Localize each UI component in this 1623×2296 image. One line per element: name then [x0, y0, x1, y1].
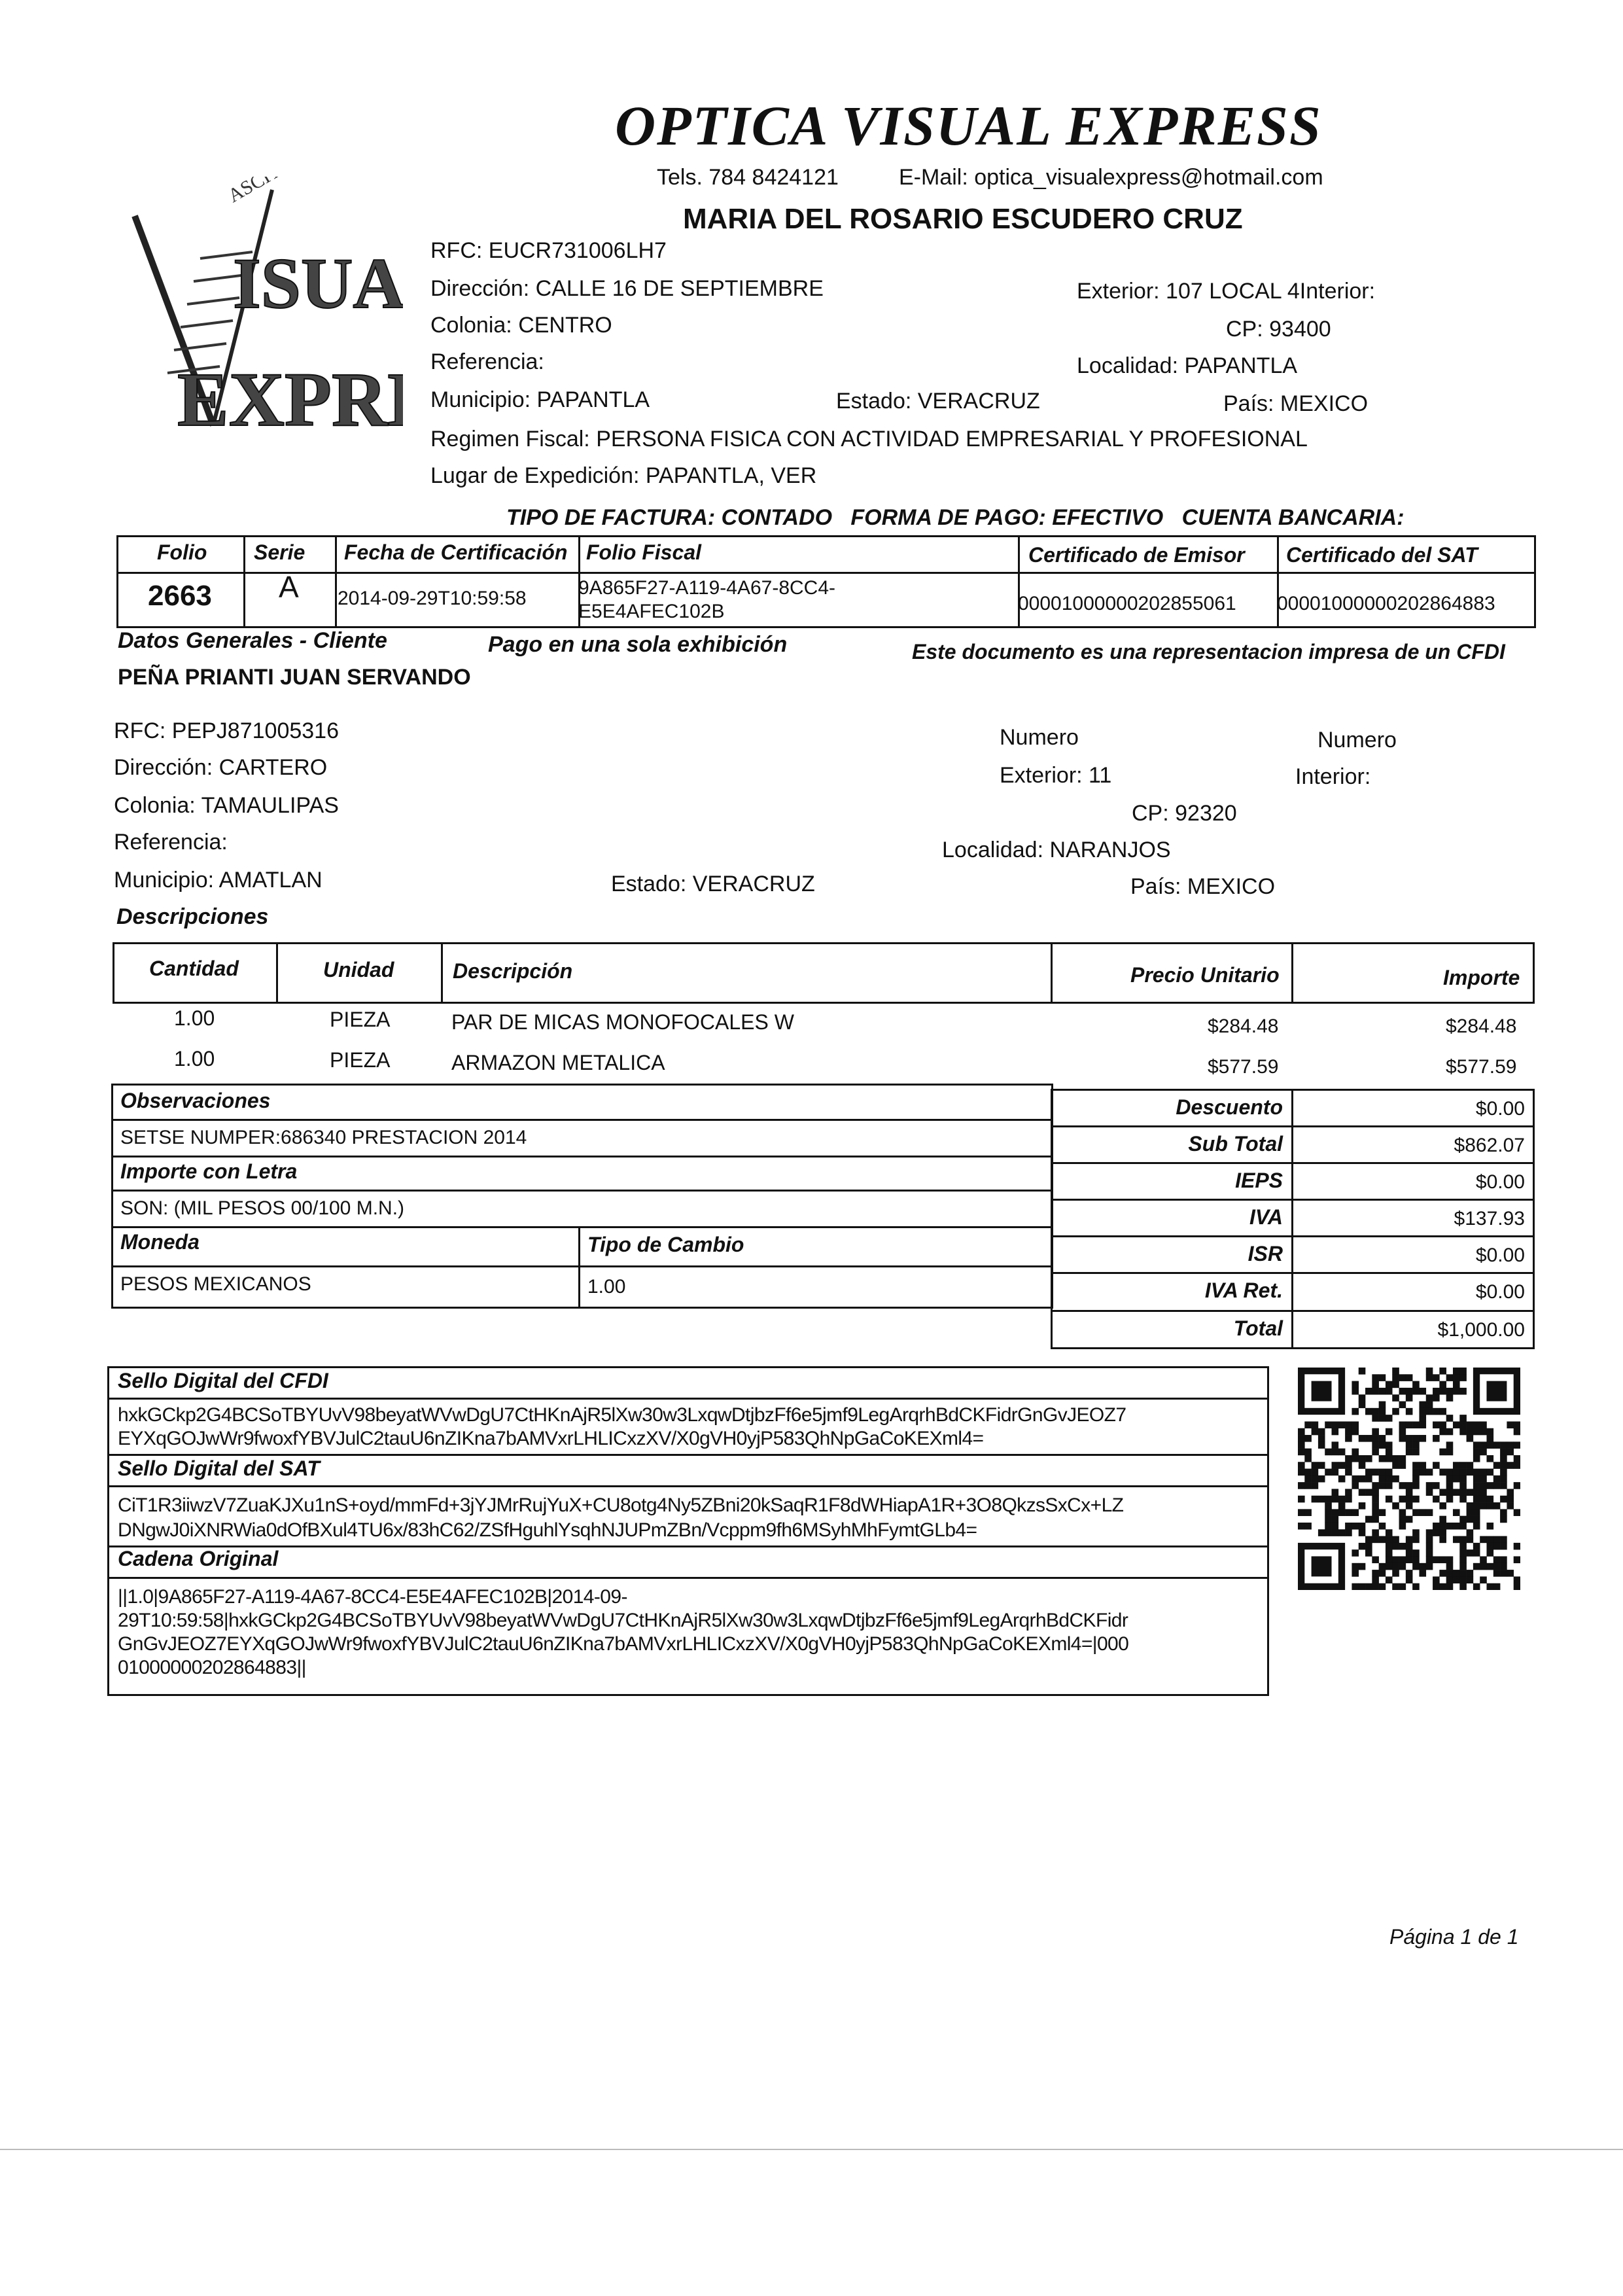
sello-cfdi-line2: EYXqGOJwWr9fwoxfYBVJulC2tauU6nZIKna7bAMVxrLHLICxzXV/X0gVH0yjP583QhNpGaCoKEXml4=	[118, 1428, 984, 1449]
header-fecha-certificacion: Fecha de Certificación	[344, 540, 568, 564]
issuer-owner-name: MARIA DEL ROSARIO ESCUDERO CRUZ	[683, 203, 1243, 235]
total-value-total: $1,000.00	[1437, 1319, 1525, 1341]
client-numero-ext-label: Numero	[1000, 725, 1079, 750]
client-interior: Interior:	[1295, 764, 1371, 789]
client-name: PEÑA PRIANTI JUAN SERVANDO	[118, 665, 471, 690]
pago-label: Pago en una sola exhibición	[488, 632, 788, 657]
client-pais: País: MEXICO	[1130, 874, 1276, 899]
folio-fiscal-line1: 9A865F27-A119-4A67-8CC4-	[578, 577, 836, 599]
client-rfc: RFC: PEPJ871005316	[114, 718, 339, 743]
logo-word-isual: ISUA	[233, 243, 403, 323]
total-label-iva-ret: IVA Ret.	[1204, 1279, 1283, 1302]
logo-word-express: EXPR	[177, 357, 388, 442]
header-cert-sat: Certificado del SAT	[1286, 543, 1478, 567]
total-value-subtotal: $862.07	[1454, 1135, 1525, 1156]
cert-emisor-value: 00001000000202855061	[1018, 593, 1236, 614]
cadena-original-label: Cadena Original	[118, 1547, 279, 1570]
total-label-descuento: Descuento	[1176, 1095, 1283, 1119]
logo-top-text: ASCITPO	[224, 177, 306, 207]
tipo-cambio-value: 1.00	[587, 1276, 626, 1298]
qr-code-graphic	[1298, 1368, 1520, 1590]
client-municipio: Municipio: AMATLAN	[114, 868, 323, 892]
header-cert-emisor: Certificado de Emisor	[1028, 543, 1245, 567]
items-header-cantidad: Cantidad	[149, 957, 239, 980]
moneda-label: Moneda	[120, 1230, 200, 1254]
item-cantidad: 1.00	[174, 1047, 215, 1070]
serie-value: A	[279, 570, 299, 604]
total-label-subtotal: Sub Total	[1188, 1132, 1283, 1156]
client-numero-int-label: Numero	[1318, 728, 1397, 752]
item-importe: $577.59	[1446, 1056, 1517, 1078]
sello-cfdi-label: Sello Digital del CFDI	[118, 1369, 328, 1392]
issuer-colonia: Colonia: CENTRO	[430, 313, 612, 338]
client-referencia: Referencia:	[114, 830, 228, 855]
sello-sat-line1: CiT1R3iiwzV7ZuaKJXu1nS+oyd/mmFd+3jYJMrRujYuX+CU8otg4Ny5ZBni20kSaqR1F8dWHiapA1R+3O8QkzsSxCx+LZ	[118, 1494, 1124, 1516]
total-label-ieps: IEPS	[1235, 1169, 1283, 1192]
total-value-iva-ret: $0.00	[1475, 1281, 1525, 1303]
total-value-ieps: $0.00	[1475, 1171, 1525, 1193]
issuer-referencia: Referencia:	[430, 349, 544, 374]
issuer-direccion: Dirección: CALLE 16 DE SEPTIEMBRE	[430, 276, 824, 301]
company-title: OPTICA VISUAL EXPRESS	[615, 94, 1322, 157]
qr-code	[1298, 1368, 1520, 1590]
total-value-iva: $137.93	[1454, 1208, 1525, 1229]
cadena-line2: 29T10:59:58|hxkGCkp2G4BCSoTBYUvV98beyatWVwDgU7CtHKnAjR5lXw30w3LxqwDtjbzFf6e5jmf9LegArqrhBdCKFidr	[118, 1610, 1128, 1631]
items-header-importe: Importe	[1443, 966, 1520, 989]
tipo-cambio-label: Tipo de Cambio	[587, 1233, 744, 1256]
importe-letra-label: Importe con Letra	[120, 1159, 298, 1183]
total-label-total: Total	[1233, 1316, 1283, 1340]
cadena-line4: 01000000202864883||	[118, 1657, 306, 1678]
page-number: Página 1 de 1	[1389, 1925, 1519, 1949]
folio-fiscal-line2: E5E4AFEC102B	[578, 601, 725, 622]
folio-value: 2663	[148, 580, 212, 612]
issuer-email: E-Mail: optica_visualexpress@hotmail.com	[899, 165, 1323, 190]
client-estado: Estado: VERACRUZ	[611, 872, 815, 896]
cert-sat-value: 00001000000202864883	[1277, 593, 1495, 614]
issuer-localidad: Localidad: PAPANTLA	[1077, 353, 1298, 378]
issuer-pais: País: MEXICO	[1223, 391, 1369, 416]
total-value-isr: $0.00	[1475, 1245, 1525, 1266]
cfdi-note: Este documento es una representacion impresa de un CFDI	[912, 640, 1505, 663]
item-descripcion: ARMAZON METALICA	[451, 1051, 665, 1074]
invoice-type-line: TIPO DE FACTURA: CONTADO FORMA DE PAGO: EFECTIVO CUENTA BANCARIA:	[506, 505, 1405, 530]
total-value-descuento: $0.00	[1475, 1098, 1525, 1120]
sello-sat-line2: DNgwJ0iXNRWia0dOfBXul4TU6x/83hC62/ZSfHguhlYsqhNJUPmZBn/Vcppm9fh6MSyhMhFymtGLb4=	[118, 1519, 977, 1541]
items-header-precio: Precio Unitario	[1130, 963, 1280, 987]
items-header-descripcion: Descripción	[453, 959, 573, 983]
issuer-exterior: Exterior: 107 LOCAL 4Interior:	[1077, 279, 1376, 304]
header-serie: Serie	[254, 540, 305, 564]
company-logo	[128, 177, 403, 445]
item-importe: $284.48	[1446, 1016, 1517, 1037]
cadena-line1: ||1.0|9A865F27-A119-4A67-8CC4-E5E4AFEC102B|2014-09-	[118, 1586, 627, 1608]
moneda-value: PESOS MEXICANOS	[120, 1273, 311, 1295]
observaciones-label: Observaciones	[120, 1089, 271, 1112]
issuer-rfc: RFC: EUCR731006LH7	[430, 238, 667, 263]
item-precio: $577.59	[1208, 1056, 1279, 1078]
item-unidad: PIEZA	[330, 1048, 391, 1072]
issuer-lugar-expedicion: Lugar de Expedición: PAPANTLA, VER	[430, 463, 817, 488]
client-cp: CP: 92320	[1132, 801, 1237, 826]
item-unidad: PIEZA	[330, 1008, 391, 1031]
issuer-regimen-fiscal: Regimen Fiscal: PERSONA FISICA CON ACTIVIDAD EMPRESARIAL Y PROFESIONAL	[430, 427, 1308, 451]
issuer-phone: Tels. 784 8424121	[657, 165, 839, 190]
issuer-cp: CP: 93400	[1226, 317, 1331, 342]
cadena-line3: GnGvJEOZ7EYXqGOJwWr9fwoxfYBVJulC2tauU6nZIKna7bAMVxrLHLICxzXV/X0gVH0yjP583QhNpGaCoKEXml4=|000	[118, 1633, 1129, 1655]
observaciones-value: SETSE NUMPER:686340 PRESTACION 2014	[120, 1127, 527, 1148]
sello-sat-label: Sello Digital del SAT	[118, 1457, 320, 1480]
item-descripcion: PAR DE MICAS MONOFOCALES W	[451, 1010, 794, 1034]
client-colonia: Colonia: TAMAULIPAS	[114, 793, 339, 818]
client-localidad: Localidad: NARANJOS	[942, 838, 1171, 862]
logo-graphic	[128, 177, 403, 445]
client-direccion: Dirección: CARTERO	[114, 755, 328, 780]
header-folio-fiscal: Folio Fiscal	[586, 540, 702, 564]
fecha-value: 2014-09-29T10:59:58	[338, 588, 527, 609]
items-header-unidad: Unidad	[323, 958, 394, 981]
issuer-estado: Estado: VERACRUZ	[836, 389, 1040, 414]
issuer-municipio: Municipio: PAPANTLA	[430, 387, 650, 412]
datos-generales-label: Datos Generales - Cliente	[118, 628, 387, 653]
importe-letra-value: SON: (MIL PESOS 00/100 M.N.)	[120, 1197, 405, 1219]
total-label-isr: ISR	[1248, 1242, 1283, 1265]
item-cantidad: 1.00	[174, 1006, 215, 1030]
client-exterior: Exterior: 11	[1000, 763, 1112, 788]
total-label-iva: IVA	[1249, 1205, 1283, 1229]
item-precio: $284.48	[1208, 1016, 1279, 1037]
sello-cfdi-line1: hxkGCkp2G4BCSoTBYUvV98beyatWVwDgU7CtHKnAjR5lXw30w3LxqwDtjbzFf6e5jmf9LegArqrhBdCKFidrGnGvJEOZ7	[118, 1404, 1126, 1426]
header-folio: Folio	[157, 540, 207, 564]
scan-edge-line	[0, 2149, 1623, 2150]
descripciones-label: Descripciones	[116, 904, 269, 929]
